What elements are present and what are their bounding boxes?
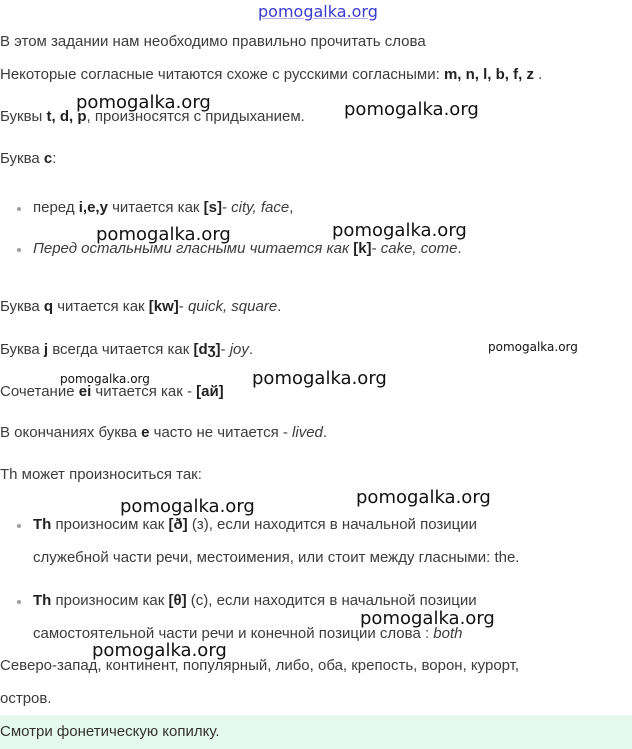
watermark: pomogalka.org	[60, 372, 150, 386]
letter-e-line: В окончаниях буква e часто не читается - lived.	[0, 424, 328, 441]
watermark: pomogalka.org	[92, 640, 227, 661]
watermark: pomogalka.org	[488, 340, 578, 354]
watermark: pomogalka.org	[76, 92, 211, 113]
similar-consonants-line: Некоторые согласные читаются схоже с русскими согласными: m, n, l, b, f, z .	[0, 66, 543, 83]
word-list-line: Северо-запад, континент, популярный, либо, оба, крепость, ворон, курорт,	[0, 657, 520, 674]
watermark-top: pomogalka.org	[258, 2, 378, 21]
letter-c-line: Буква c:	[0, 150, 57, 167]
th-heading-line: Th может произноситься так:	[0, 466, 202, 483]
watermark: pomogalka.org	[332, 220, 467, 241]
rule-th-voiceless-cont: самостоятельной части речи и конечной позиции слова : both	[33, 625, 463, 642]
bullet-dot	[17, 524, 21, 528]
word-list-end: остров.	[0, 690, 52, 707]
rule-th-voiced: Th произносим как [ð] (з), если находится в начальной позиции	[33, 516, 478, 533]
watermark: pomogalka.org	[252, 368, 387, 389]
watermark: pomogalka.org	[360, 608, 495, 629]
footer-text: Смотри фонетическую копилку.	[0, 723, 220, 740]
combination-ei-line: Сочетание ei читается как - [ай]	[0, 383, 224, 400]
letter-q-line: Буква q читается как [kw]- quick, square.	[0, 298, 282, 315]
watermark: pomogalka.org	[356, 487, 491, 508]
watermark: pomogalka.org	[344, 99, 479, 120]
letter-j-line: Буква j всегда читается как [dʒ]- joy.	[0, 341, 254, 358]
bullet-dot	[17, 248, 21, 252]
bullet-dot	[17, 207, 21, 211]
intro-line: В этом задании нам необходимо правильно прочитать слова	[0, 33, 426, 50]
aspirated-line: Буквы t, d, p, произносятся с придыханием.	[0, 108, 305, 125]
bullet-dot	[17, 600, 21, 604]
rule-th-voiced-cont: служебной части речи, местоимения, или стоит между гласными: the.	[33, 549, 520, 566]
rule-c-hard: Перед остальными гласными читается как [k]- cake, come.	[33, 240, 462, 257]
footer-note	[0, 715, 632, 749]
watermark: pomogalka.org	[96, 224, 231, 245]
watermark: pomogalka.org	[120, 496, 255, 517]
rule-th-voiceless: Th произносим как [θ] (с), если находится в начальной позиции	[33, 592, 477, 609]
rule-c-soft: перед i,e,y читается как [s]- city, face,	[33, 199, 294, 216]
